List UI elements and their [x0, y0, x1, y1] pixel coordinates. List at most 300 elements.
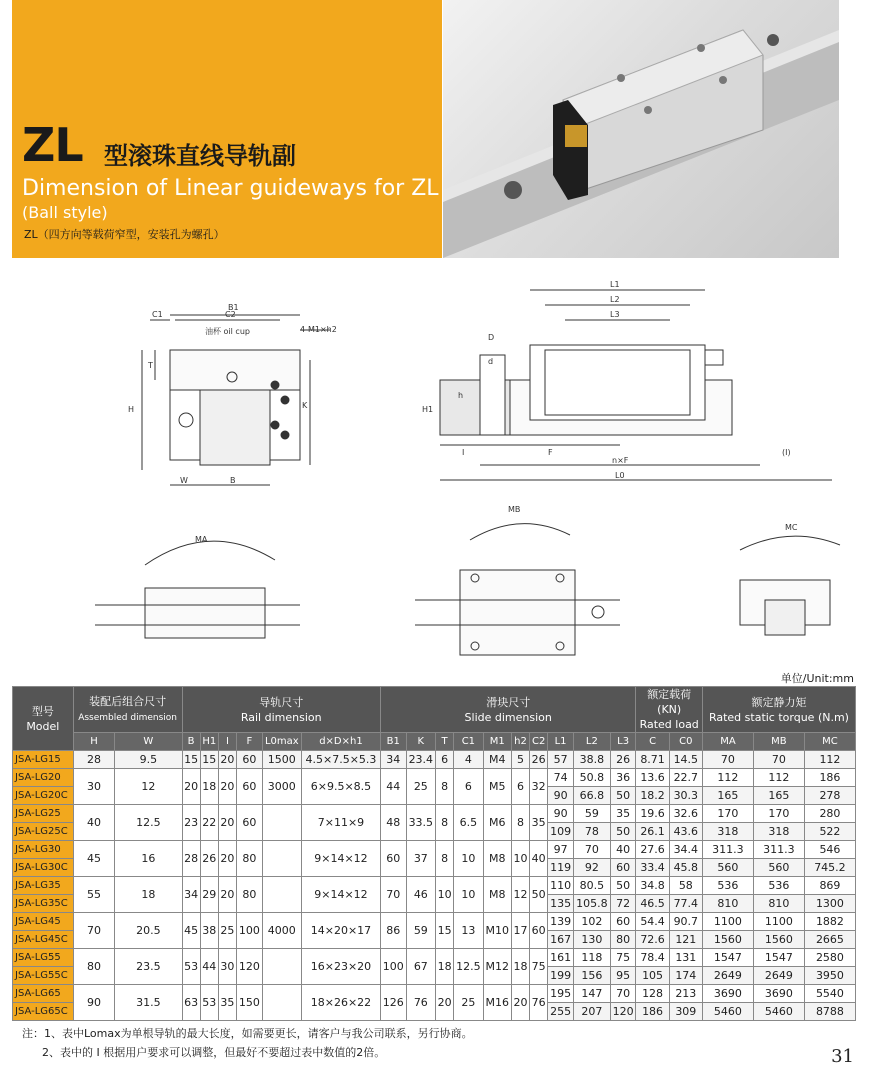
value-cell: 810 [702, 895, 753, 913]
product-photo [443, 0, 839, 258]
value-cell: M10 [483, 913, 511, 949]
value-cell: 45 [73, 841, 115, 877]
value-cell: 13.6 [636, 769, 669, 787]
value-cell: 59 [406, 913, 435, 949]
value-cell: 80 [73, 949, 115, 985]
value-cell: 59 [573, 805, 610, 823]
subheader-cell: L2 [573, 733, 610, 751]
value-cell: 9×14×12 [301, 877, 380, 913]
value-cell: 20 [218, 805, 236, 841]
subheader-cell: K [406, 733, 435, 751]
value-cell: 170 [753, 805, 804, 823]
value-cell: 8 [511, 805, 529, 841]
value-cell: 7×11×9 [301, 805, 380, 841]
value-cell: 5460 [702, 1003, 753, 1021]
title-en: Dimension of Linear guideways for ZL [22, 176, 439, 201]
cross-section-view [128, 303, 337, 485]
label-l1: L1 [610, 280, 620, 289]
value-cell: 78.4 [636, 949, 669, 967]
subheader-cell: H [73, 733, 115, 751]
value-cell: 26 [200, 841, 218, 877]
value-cell: 10 [454, 841, 483, 877]
value-cell: 72 [610, 895, 636, 913]
label-d-big: D [488, 333, 495, 342]
moment-mc-view [740, 523, 840, 635]
header-torque: 额定静力矩 Rated static torque (N.m) [702, 687, 855, 733]
subheader-cell: W [115, 733, 182, 751]
label-l2: L2 [610, 295, 620, 304]
value-cell: 26 [610, 751, 636, 769]
value-cell: 18.2 [636, 787, 669, 805]
title-cn: 型滚珠直线导轨副 [104, 142, 296, 170]
value-cell [262, 841, 301, 877]
value-cell: 2580 [804, 949, 855, 967]
label-l3: L3 [610, 310, 620, 319]
value-cell: 29 [200, 877, 218, 913]
subheader-cell: C [636, 733, 669, 751]
label-b: B [230, 476, 236, 485]
label-oil-cup: 油杯 oil cup [205, 327, 250, 336]
value-cell: 70 [73, 913, 115, 949]
value-cell: 110 [548, 877, 574, 895]
value-cell: 8 [436, 805, 454, 841]
value-cell: 150 [237, 985, 263, 1021]
model-cell: JSA-LG25 [13, 805, 74, 823]
value-cell: 6.5 [454, 805, 483, 841]
value-cell: 20.5 [115, 913, 182, 949]
value-cell: 76 [406, 985, 435, 1021]
header-load: 额定载荷 (KN) Rated load [636, 687, 703, 733]
value-cell: 20 [511, 985, 529, 1021]
table-row [13, 985, 856, 1003]
value-cell: 4000 [262, 913, 301, 949]
label-mc: MC [785, 523, 798, 532]
value-cell: 8 [436, 769, 454, 805]
value-cell: 8 [436, 841, 454, 877]
value-cell: 8.71 [636, 751, 669, 769]
model-cell: JSA-LG30C [13, 859, 74, 877]
model-cell: JSA-LG55C [13, 967, 74, 985]
table-row [13, 949, 856, 967]
subheader-cell: MA [702, 733, 753, 751]
value-cell: 10 [511, 841, 529, 877]
value-cell: 186 [804, 769, 855, 787]
value-cell: 1547 [753, 949, 804, 967]
value-cell: 12.5 [115, 805, 182, 841]
moment-ma-view [95, 535, 300, 638]
model-cell: JSA-LG30 [13, 841, 74, 859]
value-cell: 16 [115, 841, 182, 877]
value-cell: 60 [530, 913, 548, 949]
value-cell: 23.5 [115, 949, 182, 985]
value-cell: 12.5 [454, 949, 483, 985]
value-cell: 119 [548, 859, 574, 877]
model-cell: JSA-LG20C [13, 787, 74, 805]
value-cell: 100 [380, 949, 406, 985]
value-cell: 5460 [753, 1003, 804, 1021]
value-cell: 70 [380, 877, 406, 913]
value-cell: 50 [530, 877, 548, 913]
value-cell: 60 [237, 805, 263, 841]
value-cell: 16×23×20 [301, 949, 380, 985]
label-c2: C2 [225, 310, 236, 319]
value-cell: 318 [753, 823, 804, 841]
linear-guide-illustration [443, 0, 839, 258]
value-cell: 280 [804, 805, 855, 823]
series-code: ZL [22, 118, 83, 172]
value-cell: 165 [702, 787, 753, 805]
value-cell: 18×26×22 [301, 985, 380, 1021]
label-nf: n×F [612, 456, 629, 465]
value-cell: 9.5 [115, 751, 182, 769]
value-cell: 2649 [753, 967, 804, 985]
model-cell: JSA-LG55 [13, 949, 74, 967]
value-cell: 4.5×7.5×5.3 [301, 751, 380, 769]
value-cell: 86 [380, 913, 406, 949]
value-cell: 34.4 [669, 841, 702, 859]
label-m1h2: 4-M1×h2 [300, 325, 337, 334]
value-cell: 10 [436, 877, 454, 913]
value-cell: 33.4 [636, 859, 669, 877]
value-cell: 6 [511, 769, 529, 805]
value-cell: 90.7 [669, 913, 702, 931]
value-cell: 1560 [753, 931, 804, 949]
value-cell: 37 [406, 841, 435, 877]
table-row [13, 805, 856, 823]
label-d-small: d [488, 357, 494, 366]
value-cell: 161 [548, 949, 574, 967]
label-t: T [148, 361, 153, 370]
value-cell: 207 [573, 1003, 610, 1021]
value-cell: 120 [237, 949, 263, 985]
header-rail: 导轨尺寸 Rail dimension [182, 687, 380, 733]
value-cell: 199 [548, 967, 574, 985]
model-cell: JSA-LG15 [13, 751, 74, 769]
subheader-cell: MB [753, 733, 804, 751]
value-cell: 6×9.5×8.5 [301, 769, 380, 805]
label-k: K [302, 401, 308, 410]
value-cell: 1100 [753, 913, 804, 931]
value-cell: 70 [573, 841, 610, 859]
value-cell: 45.8 [669, 859, 702, 877]
value-cell: 6 [454, 769, 483, 805]
table-row [13, 913, 856, 931]
value-cell [262, 877, 301, 913]
subheader-cell: H1 [200, 733, 218, 751]
value-cell: 70 [753, 751, 804, 769]
subheader-cell: B1 [380, 733, 406, 751]
value-cell: 112 [753, 769, 804, 787]
value-cell: 38 [200, 913, 218, 949]
value-cell: 165 [753, 787, 804, 805]
value-cell: 1300 [804, 895, 855, 913]
value-cell: 40 [610, 841, 636, 859]
value-cell: 560 [753, 859, 804, 877]
value-cell: 15 [436, 913, 454, 949]
header-sub-row [13, 733, 856, 751]
value-cell: 34 [182, 877, 200, 913]
value-cell: 75 [610, 949, 636, 967]
value-cell: 12 [511, 877, 529, 913]
label-ma: MA [195, 535, 208, 544]
value-cell: 90 [548, 787, 574, 805]
label-h: H [128, 405, 135, 414]
value-cell: 90 [73, 985, 115, 1021]
label-i-right: (I) [782, 448, 791, 457]
value-cell: 131 [669, 949, 702, 967]
value-cell: 118 [573, 949, 610, 967]
spec-table [12, 686, 856, 1021]
value-cell: 25 [454, 985, 483, 1021]
value-cell: 18 [200, 769, 218, 805]
value-cell: 26 [530, 751, 548, 769]
value-cell: M6 [483, 805, 511, 841]
value-cell: 50.8 [573, 769, 610, 787]
value-cell: 46.5 [636, 895, 669, 913]
value-cell: 60 [237, 769, 263, 805]
value-cell: 195 [548, 985, 574, 1003]
table-row [13, 877, 856, 895]
label-f: F [548, 448, 553, 457]
unit-label: 单位/Unit:mm [780, 672, 854, 685]
subheader-cell: MC [804, 733, 855, 751]
label-w: W [180, 476, 188, 485]
spec-table-body [13, 751, 856, 1021]
header-slide: 滑块尺寸 Slide dimension [380, 687, 635, 733]
value-cell: 3690 [702, 985, 753, 1003]
label-mb: MB [508, 505, 521, 514]
value-cell: M4 [483, 751, 511, 769]
value-cell: 5 [511, 751, 529, 769]
subheader-cell: T [436, 733, 454, 751]
note-1: 注：1、表中Lomax为单根导轨的最大长度，如需要更长，请客户与我公司联系，另行协商。 [22, 1027, 473, 1040]
value-cell: 20 [182, 769, 200, 805]
value-cell: 112 [804, 751, 855, 769]
value-cell: 1547 [702, 949, 753, 967]
value-cell: 186 [636, 1003, 669, 1021]
value-cell: 121 [669, 931, 702, 949]
value-cell: 92 [573, 859, 610, 877]
value-cell: 25 [406, 769, 435, 805]
value-cell: 70 [702, 751, 753, 769]
label-h1: H1 [422, 405, 434, 414]
value-cell: 522 [804, 823, 855, 841]
value-cell: 55 [73, 877, 115, 913]
value-cell: 43.6 [669, 823, 702, 841]
value-cell: 77.4 [669, 895, 702, 913]
value-cell: 255 [548, 1003, 574, 1021]
value-cell: 3000 [262, 769, 301, 805]
model-cell: JSA-LG45C [13, 931, 74, 949]
value-cell: 309 [669, 1003, 702, 1021]
value-cell: 1882 [804, 913, 855, 931]
label-c1: C1 [152, 310, 163, 319]
value-cell: 22 [200, 805, 218, 841]
header-assembled: 装配后组合尺寸 Assembled dimension [73, 687, 182, 733]
value-cell: 147 [573, 985, 610, 1003]
value-cell: 156 [573, 967, 610, 985]
value-cell: 3690 [753, 985, 804, 1003]
value-cell: 48 [380, 805, 406, 841]
value-cell: 32 [530, 769, 548, 805]
value-cell: 1100 [702, 913, 753, 931]
value-cell: 167 [548, 931, 574, 949]
value-cell: 34 [380, 751, 406, 769]
value-cell: 57 [548, 751, 574, 769]
value-cell: 13 [454, 913, 483, 949]
value-cell: 109 [548, 823, 574, 841]
value-cell: 38.8 [573, 751, 610, 769]
model-cell: JSA-LG65C [13, 1003, 74, 1021]
value-cell: 63 [182, 985, 200, 1021]
value-cell: 70 [610, 985, 636, 1003]
value-cell: M16 [483, 985, 511, 1021]
value-cell: 810 [753, 895, 804, 913]
value-cell: 105.8 [573, 895, 610, 913]
value-cell: 50 [610, 823, 636, 841]
value-cell: 170 [702, 805, 753, 823]
value-cell: 78 [573, 823, 610, 841]
technical-drawings [0, 270, 870, 670]
value-cell: 15 [182, 751, 200, 769]
model-cell: JSA-LG35 [13, 877, 74, 895]
subheader-cell: C0 [669, 733, 702, 751]
value-cell: 311.3 [753, 841, 804, 859]
label-h-small: h [458, 391, 464, 400]
value-cell: 80 [237, 841, 263, 877]
value-cell: 90 [548, 805, 574, 823]
notes [22, 1024, 473, 1062]
value-cell: 53 [182, 949, 200, 985]
value-cell: 20 [218, 751, 236, 769]
value-cell: 20 [436, 985, 454, 1021]
value-cell: 31.5 [115, 985, 182, 1021]
value-cell: 75 [530, 949, 548, 985]
value-cell: 18 [511, 949, 529, 985]
value-cell: 46 [406, 877, 435, 913]
label-i-left: I [462, 448, 465, 457]
value-cell: 14.5 [669, 751, 702, 769]
value-cell: 54.4 [636, 913, 669, 931]
value-cell: 32.6 [669, 805, 702, 823]
value-cell: 8788 [804, 1003, 855, 1021]
value-cell: 28 [182, 841, 200, 877]
side-view [422, 280, 832, 480]
value-cell: 23 [182, 805, 200, 841]
label-l0: L0 [615, 471, 625, 480]
value-cell: 50 [610, 877, 636, 895]
value-cell: M12 [483, 949, 511, 985]
value-cell: 6 [436, 751, 454, 769]
value-cell: 546 [804, 841, 855, 859]
value-cell: 45 [182, 913, 200, 949]
value-cell: 30.3 [669, 787, 702, 805]
value-cell: 12 [115, 769, 182, 805]
value-cell: 15 [200, 751, 218, 769]
value-cell: 40 [73, 805, 115, 841]
subheader-cell: M1 [483, 733, 511, 751]
value-cell: 536 [702, 877, 753, 895]
subheader-cell: L3 [610, 733, 636, 751]
model-cell: JSA-LG65 [13, 985, 74, 1003]
value-cell: 745.2 [804, 859, 855, 877]
value-cell: 95 [610, 967, 636, 985]
table-row [13, 751, 856, 769]
value-cell: 30 [73, 769, 115, 805]
model-cell: JSA-LG25C [13, 823, 74, 841]
value-cell: 36 [610, 769, 636, 787]
subheader-cell: B [182, 733, 200, 751]
value-cell: 80 [237, 877, 263, 913]
value-cell: M5 [483, 769, 511, 805]
value-cell: 27.6 [636, 841, 669, 859]
value-cell: 60 [610, 913, 636, 931]
value-cell: 174 [669, 967, 702, 985]
value-cell: 10 [454, 877, 483, 913]
value-cell: 126 [380, 985, 406, 1021]
subheader-cell: L0max [262, 733, 301, 751]
value-cell: 60 [380, 841, 406, 877]
value-cell: 869 [804, 877, 855, 895]
value-cell: 35 [530, 805, 548, 841]
value-cell: 60 [610, 859, 636, 877]
value-cell: 128 [636, 985, 669, 1003]
subheader-cell: C2 [530, 733, 548, 751]
value-cell: 1500 [262, 751, 301, 769]
value-cell [262, 949, 301, 985]
value-cell: 536 [753, 877, 804, 895]
value-cell: 25 [218, 913, 236, 949]
subheader-cell: L1 [548, 733, 574, 751]
value-cell: 9×14×12 [301, 841, 380, 877]
value-cell: 35 [610, 805, 636, 823]
value-cell: 5540 [804, 985, 855, 1003]
value-cell: 19.6 [636, 805, 669, 823]
value-cell: 18 [436, 949, 454, 985]
page-number: 31 [831, 1046, 854, 1067]
value-cell: 53 [200, 985, 218, 1021]
subtitle-en: (Ball style) [22, 203, 108, 222]
value-cell: 22.7 [669, 769, 702, 787]
value-cell: 72.6 [636, 931, 669, 949]
value-cell: 213 [669, 985, 702, 1003]
subheader-cell: C1 [454, 733, 483, 751]
title-banner [12, 0, 442, 258]
value-cell: M8 [483, 841, 511, 877]
banner-note: ZL（四方向等载荷窄型，安装孔为螺孔） [24, 228, 225, 241]
value-cell: 278 [804, 787, 855, 805]
value-cell: 135 [548, 895, 574, 913]
moment-mb-view [415, 505, 620, 655]
value-cell: 560 [702, 859, 753, 877]
note-2: 2、表中的 I 根据用户要求可以调整，但最好不要超过表中数值的2倍。 [42, 1046, 386, 1059]
subheader-cell: h2 [511, 733, 529, 751]
value-cell: 58 [669, 877, 702, 895]
value-cell: 3950 [804, 967, 855, 985]
value-cell: 17 [511, 913, 529, 949]
model-cell: JSA-LG35C [13, 895, 74, 913]
value-cell: 14×20×17 [301, 913, 380, 949]
value-cell: 23.4 [406, 751, 435, 769]
value-cell: 67 [406, 949, 435, 985]
value-cell: 80.5 [573, 877, 610, 895]
subheader-cell: F [237, 733, 263, 751]
table-row [13, 841, 856, 859]
value-cell: 50 [610, 787, 636, 805]
value-cell: 97 [548, 841, 574, 859]
value-cell: 20 [218, 877, 236, 913]
value-cell: 44 [200, 949, 218, 985]
